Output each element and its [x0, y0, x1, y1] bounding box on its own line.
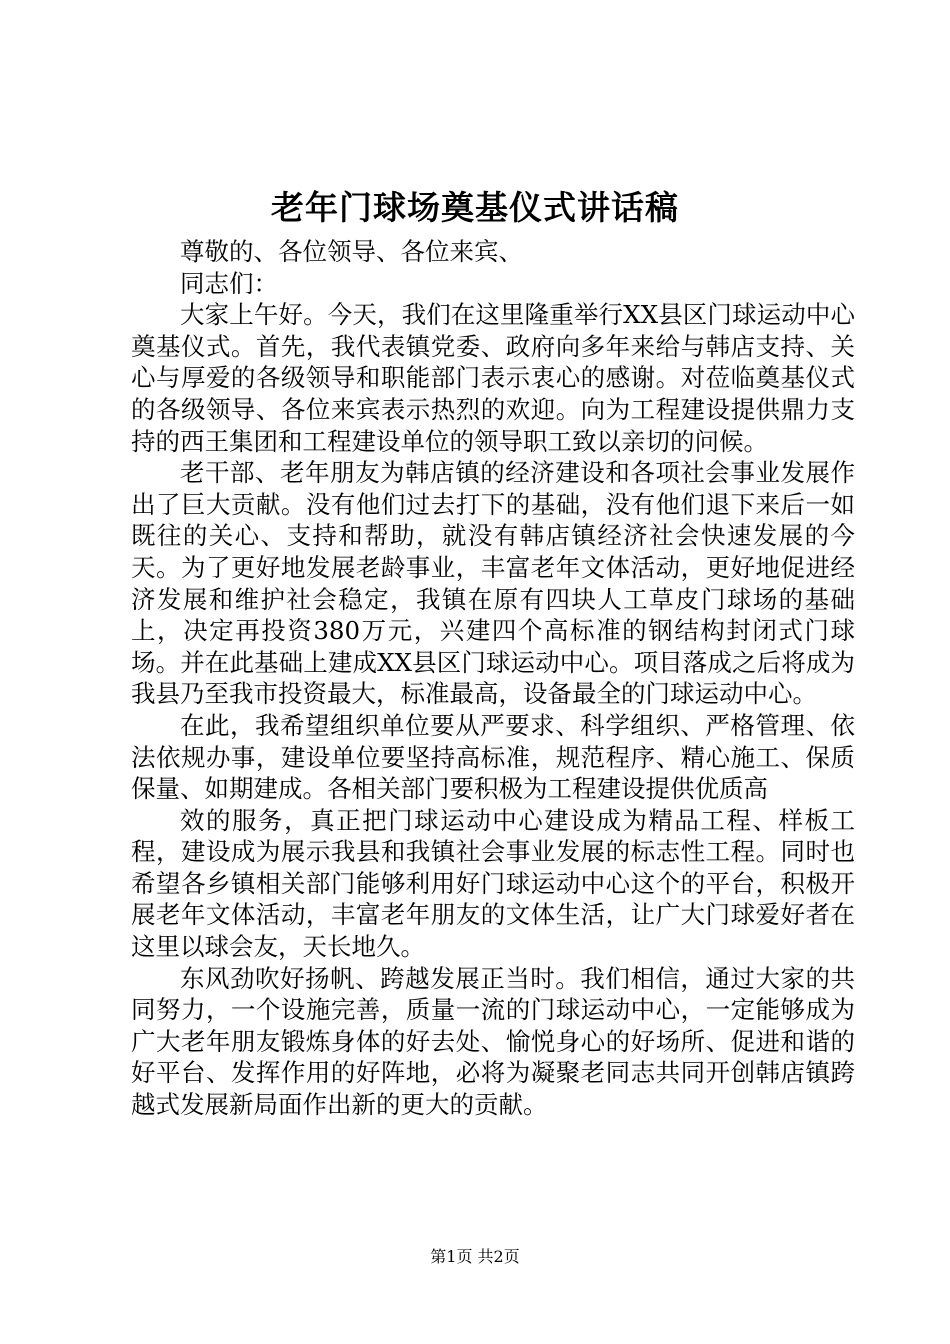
paragraph-service: 效的服务，真正把门球运动中心建设成为精品工程、样板工程，建设成为展示我县和我镇社会事业发展的标志性工程。同时也希望各乡镇相关部门能够利用好门球运动中心这个的平台，积极开展老年文体活动，丰富老年朋友的文体生活，让广大门球爱好者在这里以球会友，天长地久。 [131, 805, 855, 962]
paragraph-greeting: 大家上午好。今天，我们在这里隆重举行XX县区门球运动中心奠基仪式。首先，我代表镇党委、政府向多年来给与韩店支持、关心与厚爱的各级领导和职能部门表示衷心的感谢。对莅临奠基仪式的各级领导、各位来宾表示热烈的欢迎。向为工程建设提供鼎力支持的西王集团和工程建设单位的领导职工致以亲切的问候。 [131, 300, 855, 456]
paragraph-background: 老干部、老年朋友为韩店镇的经济建设和各项社会事业发展作出了巨大贡献。没有他们过去打下的基础，没有他们退下来后一如既往的关心、支持和帮助，就没有韩店镇经济社会快速发展的今天。为了更好地发展老龄事业，丰富老年文体活动，更好地促进经济发展和维护社会稳定，我镇在原有四块人工草皮门球场的基础上，决定再投资380万元，兴建四个高标准的钢结构封闭式门球场。并在此基础上建成XX县区门球运动中心。项目落成之后将成为我县乃至我市投资最大，标准最高，设备最全的门球运动中心。 [131, 458, 855, 709]
page-number: 第1页 共2页 [430, 1247, 520, 1266]
page-title: 老年门球场奠基仪式讲话稿 [271, 188, 679, 227]
salutation-line-2: 同志们： [180, 268, 278, 298]
salutation-line-1: 尊敬的、各位领导、各位来宾、 [180, 237, 523, 266]
document-body [131, 236, 855, 1121]
paragraph-closing: 东风劲吹好扬帆、跨越发展正当时。我们相信，通过大家的共同努力，一个设施完善，质量一流的门球运动中心，一定能够成为广大老年朋友锻炼身体的好去处、愉悦身心的好场所、促进和谐的好平台、发挥作用的好阵地，必将为凝聚老同志共同开创韩店镇跨越式发展新局面作出新的更大的贡献。 [131, 963, 855, 1120]
paragraph-requirements: 在此，我希望组织单位要从严要求、科学组织、严格管理、依法依规办事，建设单位要坚持高标准，规范程序、精心施工、保质保量、如期建成。各相关部门要积极为工程建设提供优质高 [131, 710, 855, 804]
